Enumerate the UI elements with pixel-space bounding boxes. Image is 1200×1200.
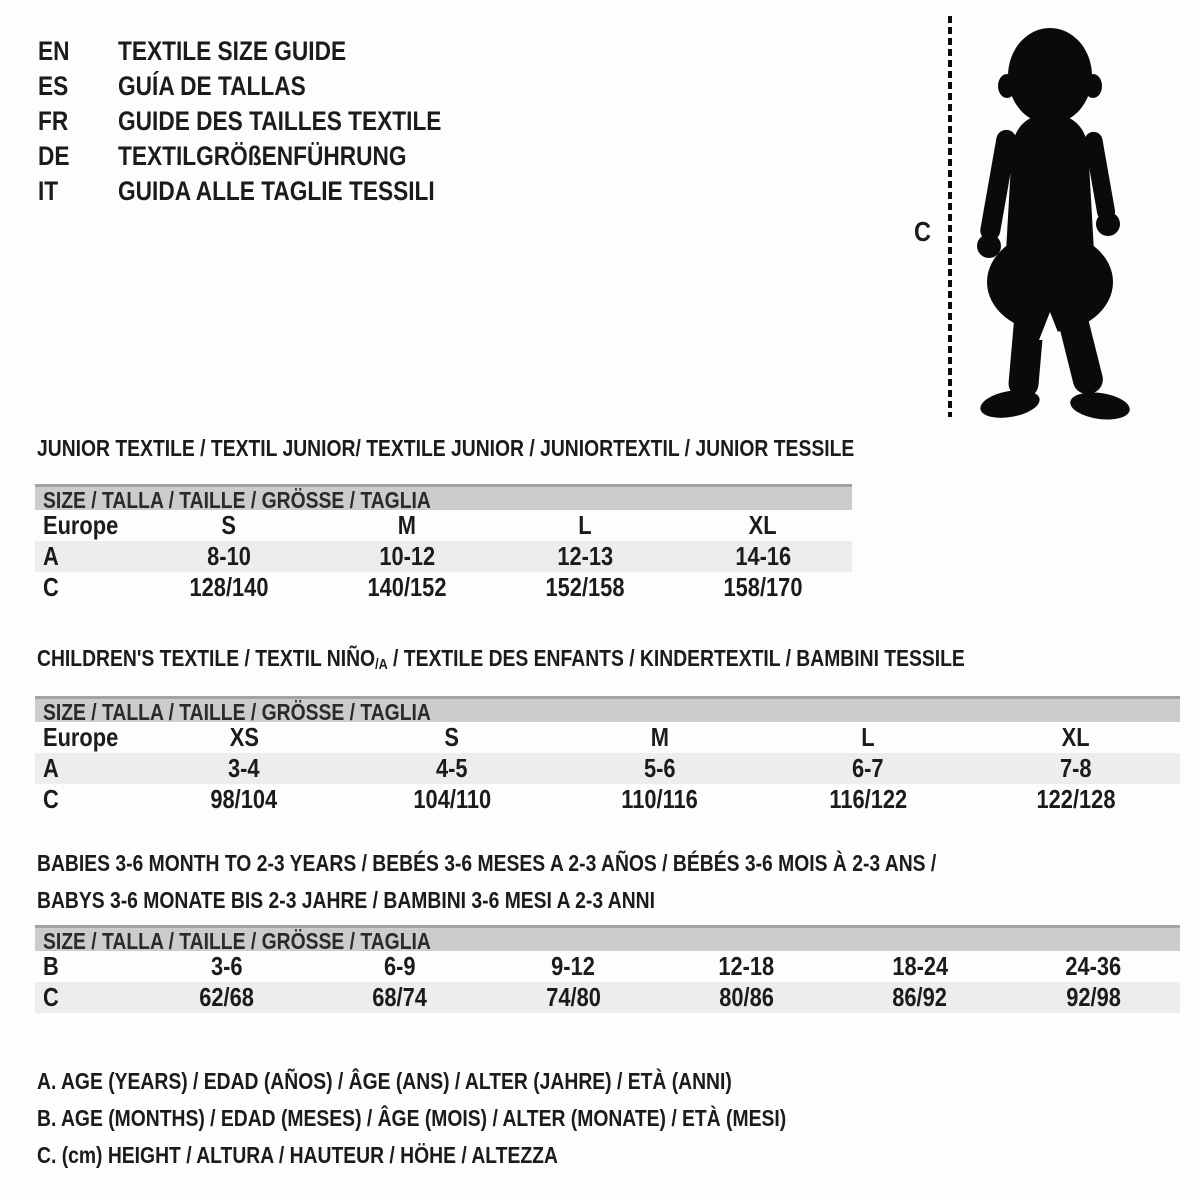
- region-header-cell: Europe: [43, 510, 119, 540]
- language-code: FR: [38, 106, 69, 136]
- height-value-cell: 92/98: [1007, 982, 1180, 1013]
- legend-height-cm: C. (cm) HEIGHT / ALTURA / HAUTEUR / HÖHE / ALTEZZA: [37, 1142, 558, 1168]
- junior-textile-section: [35, 435, 855, 603]
- height-value-cell: 116/122: [829, 784, 907, 814]
- language-row-de: [38, 139, 503, 174]
- row-label-cell: A: [35, 753, 140, 784]
- language-label: GUIDE DES TAILLES TEXTILE: [118, 106, 442, 136]
- size-column-header: XS: [229, 722, 259, 752]
- row-label-cell: B: [43, 951, 59, 981]
- age-value-cell: 12-18: [718, 951, 775, 981]
- children-textile-section: [35, 646, 1180, 815]
- junior-section-title: JUNIOR TEXTILE / TEXTIL JUNIOR/ TEXTILE JUNIOR / JUNIORTEXTIL / JUNIOR TESSILE: [37, 435, 855, 461]
- age-value-cell: 8-10: [140, 541, 318, 572]
- babies-height-row: [35, 982, 1180, 1013]
- legend-age-years: A. AGE (YEARS) / EDAD (AÑOS) / ÂGE (ANS) / ALTER (JAHRE) / ETÀ (ANNI): [37, 1068, 732, 1094]
- row-label-cell: C: [43, 784, 59, 814]
- height-value-cell: 80/86: [660, 982, 833, 1013]
- height-value-cell: 68/74: [313, 982, 486, 1013]
- size-column-header: M: [397, 510, 417, 540]
- children-height-row: [35, 784, 1180, 815]
- children-age-row: [35, 753, 1180, 784]
- height-measure-dashed-line: [948, 16, 952, 417]
- age-value-cell: 9-12: [551, 951, 596, 981]
- height-value-cell: 158/170: [723, 572, 803, 602]
- height-value-cell: 74/80: [487, 982, 660, 1013]
- row-label-cell: C: [43, 572, 59, 602]
- size-column-header: M: [650, 722, 670, 752]
- language-code: IT: [38, 176, 59, 206]
- gender-suffix: /A: [375, 656, 388, 673]
- age-value-cell: 12-13: [496, 541, 674, 572]
- size-column-header: S: [221, 510, 237, 540]
- language-label: TEXTILGRÖßENFÜHRUNG: [118, 141, 407, 171]
- height-value-cell: 152/158: [545, 572, 625, 602]
- toddler-silhouette-shape: [977, 28, 1132, 422]
- legend-age-months: B. AGE (MONTHS) / EDAD (MESES) / ÂGE (MOIS) / ALTER (MONATE) / ETÀ (MESI): [37, 1105, 787, 1131]
- height-value-cell: 98/104: [210, 784, 278, 814]
- language-code: ES: [38, 71, 69, 101]
- age-value-cell: 6-9: [384, 951, 416, 981]
- babies-age-row: [35, 951, 1180, 982]
- size-column-header: L: [578, 510, 592, 540]
- height-value-cell: 110/116: [621, 784, 699, 814]
- size-column-header: XL: [749, 510, 777, 540]
- height-value-cell: 122/128: [1036, 784, 1116, 814]
- children-section-title: CHILDREN'S TEXTILE / TEXTIL NIÑO/A / TEXTILE DES ENFANTS / KINDERTEXTIL / BAMBINI TESSILE: [37, 645, 965, 673]
- region-header-cell: Europe: [43, 722, 119, 752]
- height-measure-label: C: [914, 216, 931, 247]
- babies-size-table: [35, 951, 1180, 1013]
- age-value-cell: 3-6: [210, 951, 243, 981]
- size-column-header: S: [444, 722, 460, 752]
- babies-textile-section: [35, 845, 1180, 1013]
- height-value-cell: 140/152: [367, 572, 447, 602]
- language-list: [38, 34, 503, 209]
- children-size-table: [35, 722, 1180, 815]
- babies-section-title: [35, 845, 1180, 919]
- age-value-cell: 14-16: [674, 541, 852, 572]
- babies-size-header-bar: SIZE / TALLA / TAILLE / GRÖSSE / TAGLIA: [35, 925, 1180, 951]
- junior-age-row: [35, 541, 852, 572]
- age-value-cell: 5-6: [556, 753, 764, 784]
- junior-size-table: [35, 510, 852, 603]
- height-value-cell: 62/68: [140, 982, 313, 1013]
- age-value-cell: 7-8: [972, 753, 1180, 784]
- age-value-cell: 18-24: [892, 951, 948, 981]
- language-label: GUÍA DE TALLAS: [118, 71, 306, 101]
- age-value-cell: 10-12: [318, 541, 496, 572]
- height-value-cell: 104/110: [413, 784, 491, 814]
- size-column-header: L: [861, 722, 875, 752]
- language-row-it: [38, 174, 503, 209]
- row-label-cell: A: [35, 541, 140, 572]
- language-row-fr: [38, 104, 503, 139]
- row-label-cell: C: [35, 982, 140, 1013]
- age-value-cell: 4-5: [348, 753, 556, 784]
- junior-height-row: [35, 572, 852, 603]
- age-value-cell: 24-36: [1065, 951, 1122, 981]
- babies-title-line1: BABIES 3-6 MONTH TO 2-3 YEARS / BEBÉS 3-6 MESES A 2-3 AÑOS / BÉBÉS 3-6 MOIS À 2-3 ANS /: [37, 850, 937, 876]
- language-row-en: [38, 34, 503, 69]
- children-header-row: [35, 722, 1180, 753]
- age-value-cell: 3-4: [140, 753, 348, 784]
- height-value-cell: 128/140: [189, 572, 269, 602]
- junior-header-row: [35, 510, 852, 541]
- size-column-header: XL: [1062, 722, 1090, 752]
- toddler-silhouette: [962, 14, 1140, 422]
- junior-size-header-bar: SIZE / TALLA / TAILLE / GRÖSSE / TAGLIA: [35, 484, 852, 510]
- language-label: TEXTILE SIZE GUIDE: [118, 36, 347, 66]
- age-value-cell: 6-7: [764, 753, 972, 784]
- language-row-es: [38, 69, 503, 104]
- language-code: EN: [38, 36, 70, 66]
- height-value-cell: 86/92: [833, 982, 1006, 1013]
- language-label: GUIDA ALLE TAGLIE TESSILI: [118, 176, 435, 206]
- babies-title-line2: BABYS 3-6 MONATE BIS 2-3 JAHRE / BAMBINI 3-6 MESI A 2-3 ANNI: [37, 887, 655, 913]
- measurement-legend: [37, 1063, 929, 1174]
- language-code: DE: [38, 141, 70, 171]
- children-size-header-bar: SIZE / TALLA / TAILLE / GRÖSSE / TAGLIA: [35, 696, 1180, 722]
